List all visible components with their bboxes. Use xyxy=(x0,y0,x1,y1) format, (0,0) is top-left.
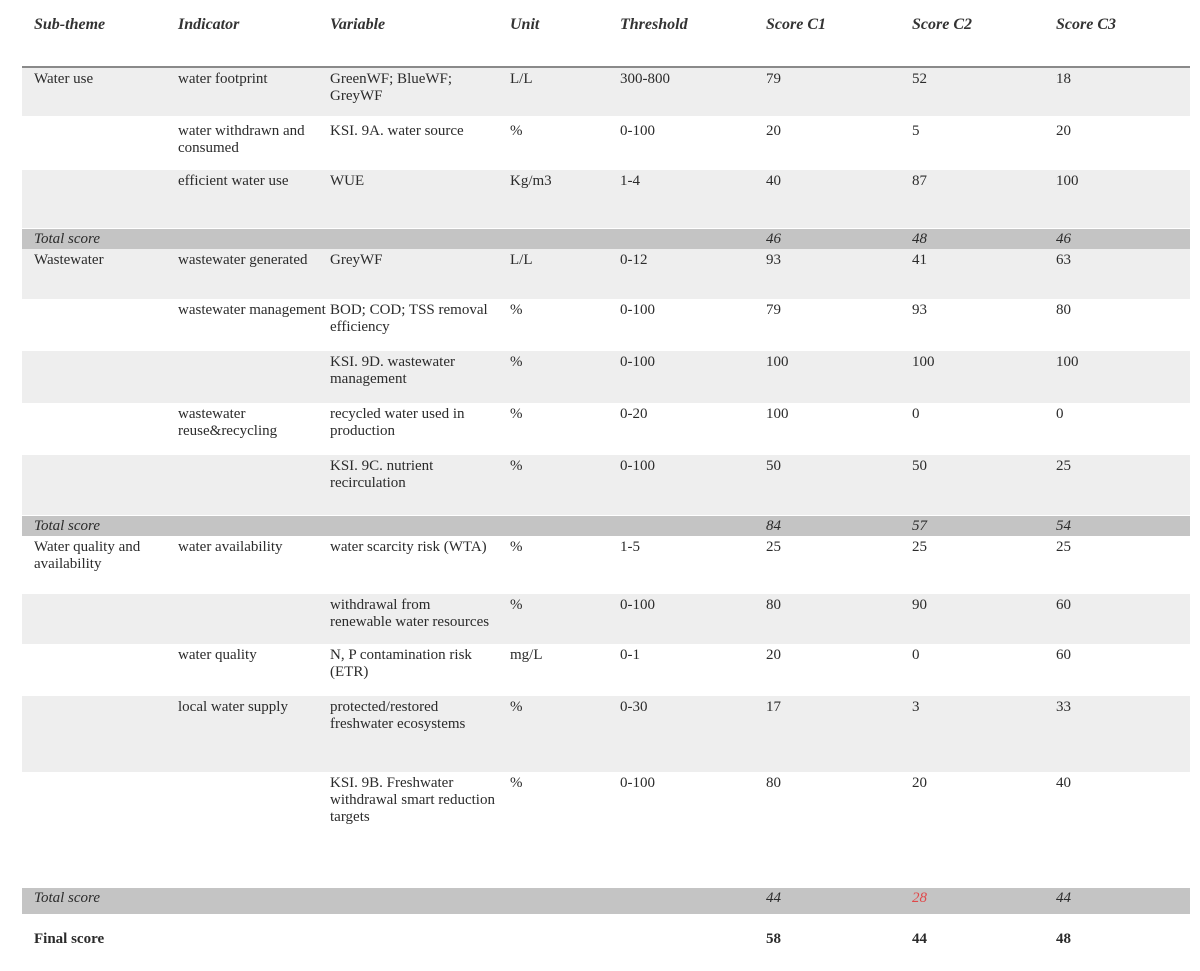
cell-variable: protected/restored freshwater ecosystems xyxy=(330,699,466,732)
cell-sub-theme: Water use xyxy=(34,71,94,87)
cell-score-c3: 54 xyxy=(1056,518,1071,534)
cell-indicator: water quality xyxy=(178,647,257,663)
table-row xyxy=(22,170,1190,228)
cell-variable: N, P contamination risk (ETR) xyxy=(330,647,472,680)
cell-score-c1: 50 xyxy=(766,458,781,474)
cell-score-c1: 40 xyxy=(766,173,781,189)
cell-score-c2: 5 xyxy=(912,123,920,139)
cell-threshold: 0-100 xyxy=(620,354,655,370)
cell-score-c2: 50 xyxy=(912,458,927,474)
cell-score-c1: 20 xyxy=(766,647,781,663)
cell-threshold: 0-100 xyxy=(620,775,655,791)
cell-indicator: wastewater management xyxy=(178,302,326,318)
cell-threshold: 0-100 xyxy=(620,597,655,613)
cell-score-c3: 80 xyxy=(1056,302,1071,318)
table-row xyxy=(22,772,1190,838)
final-score-row xyxy=(22,928,1190,962)
cell-variable: BOD; COD; TSS removal efficiency xyxy=(330,302,488,335)
cell-unit: % xyxy=(510,458,523,474)
cell-sub-theme: Total score xyxy=(34,231,100,247)
cell-unit: % xyxy=(510,406,523,422)
cell-score-c2: 20 xyxy=(912,775,927,791)
cell-score-c2: 3 xyxy=(912,699,920,715)
cell-unit: % xyxy=(510,597,523,613)
cell-score-c1: 100 xyxy=(766,354,789,370)
cell-threshold: 0-1 xyxy=(620,647,640,663)
cell-score-c3: 100 xyxy=(1056,354,1079,370)
header-variable: Variable xyxy=(330,16,386,33)
cell-variable: KSI. 9B. Freshwater withdrawal smart reduction targets xyxy=(330,775,495,825)
table-row xyxy=(22,696,1190,772)
cell-threshold: 0-20 xyxy=(620,406,648,422)
header-unit: Unit xyxy=(510,16,540,33)
cell-variable: KSI. 9C. nutrient recirculation xyxy=(330,458,434,491)
cell-score-c2: 57 xyxy=(912,518,927,534)
cell-score-c2: 52 xyxy=(912,71,927,87)
cell-score-c1: 93 xyxy=(766,252,781,268)
header-score-c3: Score C3 xyxy=(1056,16,1116,33)
cell-threshold: 0-100 xyxy=(620,123,655,139)
cell-score-c1: 58 xyxy=(766,931,781,947)
cell-score-c2: 87 xyxy=(912,173,927,189)
total-score-row xyxy=(22,516,1190,536)
cell-score-c1: 100 xyxy=(766,406,789,422)
table-row xyxy=(22,120,1190,170)
cell-score-c3: 48 xyxy=(1056,931,1071,947)
cell-indicator: local water supply xyxy=(178,699,288,715)
cell-variable: KSI. 9A. water source xyxy=(330,123,464,139)
cell-score-c3: 33 xyxy=(1056,699,1071,715)
cell-score-c3: 44 xyxy=(1056,890,1071,906)
cell-indicator: wastewater generated xyxy=(178,252,308,268)
table-row xyxy=(22,351,1190,403)
cell-score-c3: 40 xyxy=(1056,775,1071,791)
cell-score-c1: 84 xyxy=(766,518,781,534)
table-row xyxy=(22,536,1190,594)
cell-sub-theme: Water quality and availability xyxy=(34,539,141,572)
cell-score-c2: 25 xyxy=(912,539,927,555)
cell-unit: % xyxy=(510,302,523,318)
cell-score-c2: 48 xyxy=(912,231,927,247)
cell-score-c1: 20 xyxy=(766,123,781,139)
cell-score-c1: 80 xyxy=(766,597,781,613)
cell-threshold: 300-800 xyxy=(620,71,670,87)
cell-unit: % xyxy=(510,775,523,791)
cell-score-c3: 0 xyxy=(1056,406,1064,422)
cell-threshold: 1-4 xyxy=(620,173,640,189)
header-threshold: Threshold xyxy=(620,16,688,33)
table-row xyxy=(22,68,1190,116)
table-row xyxy=(22,644,1190,696)
cell-sub-theme: Wastewater xyxy=(34,252,104,268)
cell-score-c3: 100 xyxy=(1056,173,1079,189)
table-row xyxy=(22,594,1190,644)
cell-sub-theme: Total score xyxy=(34,518,100,534)
header-indicator: Indicator xyxy=(178,16,240,33)
cell-score-c2: 0 xyxy=(912,406,920,422)
cell-variable: withdrawal from renewable water resources xyxy=(330,597,490,630)
cell-score-c1: 25 xyxy=(766,539,781,555)
cell-variable: water scarcity risk (WTA) xyxy=(330,539,487,555)
cell-score-c3: 60 xyxy=(1056,647,1071,663)
cell-score-c2: 100 xyxy=(912,354,935,370)
header-score-c1: Score C1 xyxy=(766,16,826,33)
cell-score-c1: 44 xyxy=(766,890,781,906)
cell-unit: % xyxy=(510,699,523,715)
cell-variable: KSI. 9D. wastewater management xyxy=(330,354,455,387)
cell-score-c1: 79 xyxy=(766,302,781,318)
cell-indicator: water footprint xyxy=(178,71,268,87)
cell-variable: WUE xyxy=(330,173,365,189)
cell-unit: % xyxy=(510,539,523,555)
cell-indicator: efficient water use xyxy=(178,173,289,189)
cell-score-c3: 63 xyxy=(1056,252,1071,268)
header-score-c2: Score C2 xyxy=(912,16,972,33)
cell-variable: GreyWF xyxy=(330,252,383,268)
cell-score-c3: 60 xyxy=(1056,597,1071,613)
cell-score-c2: 0 xyxy=(912,647,920,663)
cell-threshold: 0-12 xyxy=(620,252,648,268)
cell-score-c3: 46 xyxy=(1056,231,1071,247)
header-sub-theme: Sub-theme xyxy=(34,16,106,33)
cell-score-c1: 17 xyxy=(766,699,781,715)
cell-score-c3: 20 xyxy=(1056,123,1071,139)
cell-threshold: 0-100 xyxy=(620,302,655,318)
cell-score-c1: 46 xyxy=(766,231,781,247)
table-row xyxy=(22,455,1190,515)
cell-indicator: water withdrawn and consumed xyxy=(178,123,305,156)
cell-score-c3: 25 xyxy=(1056,458,1071,474)
total-score-row xyxy=(22,888,1190,914)
table-row xyxy=(22,299,1190,351)
cell-score-c2: 44 xyxy=(912,931,927,947)
cell-unit: L/L xyxy=(510,71,533,87)
cell-sub-theme: Final score xyxy=(34,931,105,947)
cell-unit: Kg/m3 xyxy=(510,173,552,189)
cell-unit: % xyxy=(510,123,523,139)
cell-score-c2: 28 xyxy=(912,890,927,906)
cell-score-c2: 93 xyxy=(912,302,927,318)
cell-threshold: 1-5 xyxy=(620,539,640,555)
cell-score-c3: 25 xyxy=(1056,539,1071,555)
cell-score-c3: 18 xyxy=(1056,71,1071,87)
table-row xyxy=(22,249,1190,299)
table-row xyxy=(22,403,1190,455)
cell-score-c1: 79 xyxy=(766,71,781,87)
cell-indicator: water availability xyxy=(178,539,283,555)
cell-score-c2: 41 xyxy=(912,252,927,268)
cell-threshold: 0-30 xyxy=(620,699,648,715)
cell-threshold: 0-100 xyxy=(620,458,655,474)
cell-score-c1: 80 xyxy=(766,775,781,791)
cell-unit: % xyxy=(510,354,523,370)
cell-unit: mg/L xyxy=(510,647,543,663)
cell-variable: GreenWF; BlueWF; GreyWF xyxy=(330,71,453,104)
cell-sub-theme: Total score xyxy=(34,890,100,906)
cell-unit: L/L xyxy=(510,252,533,268)
total-score-row xyxy=(22,229,1190,249)
cell-variable: recycled water used in production xyxy=(330,406,465,439)
cell-score-c2: 90 xyxy=(912,597,927,613)
cell-indicator: wastewater reuse&recycling xyxy=(178,406,278,439)
